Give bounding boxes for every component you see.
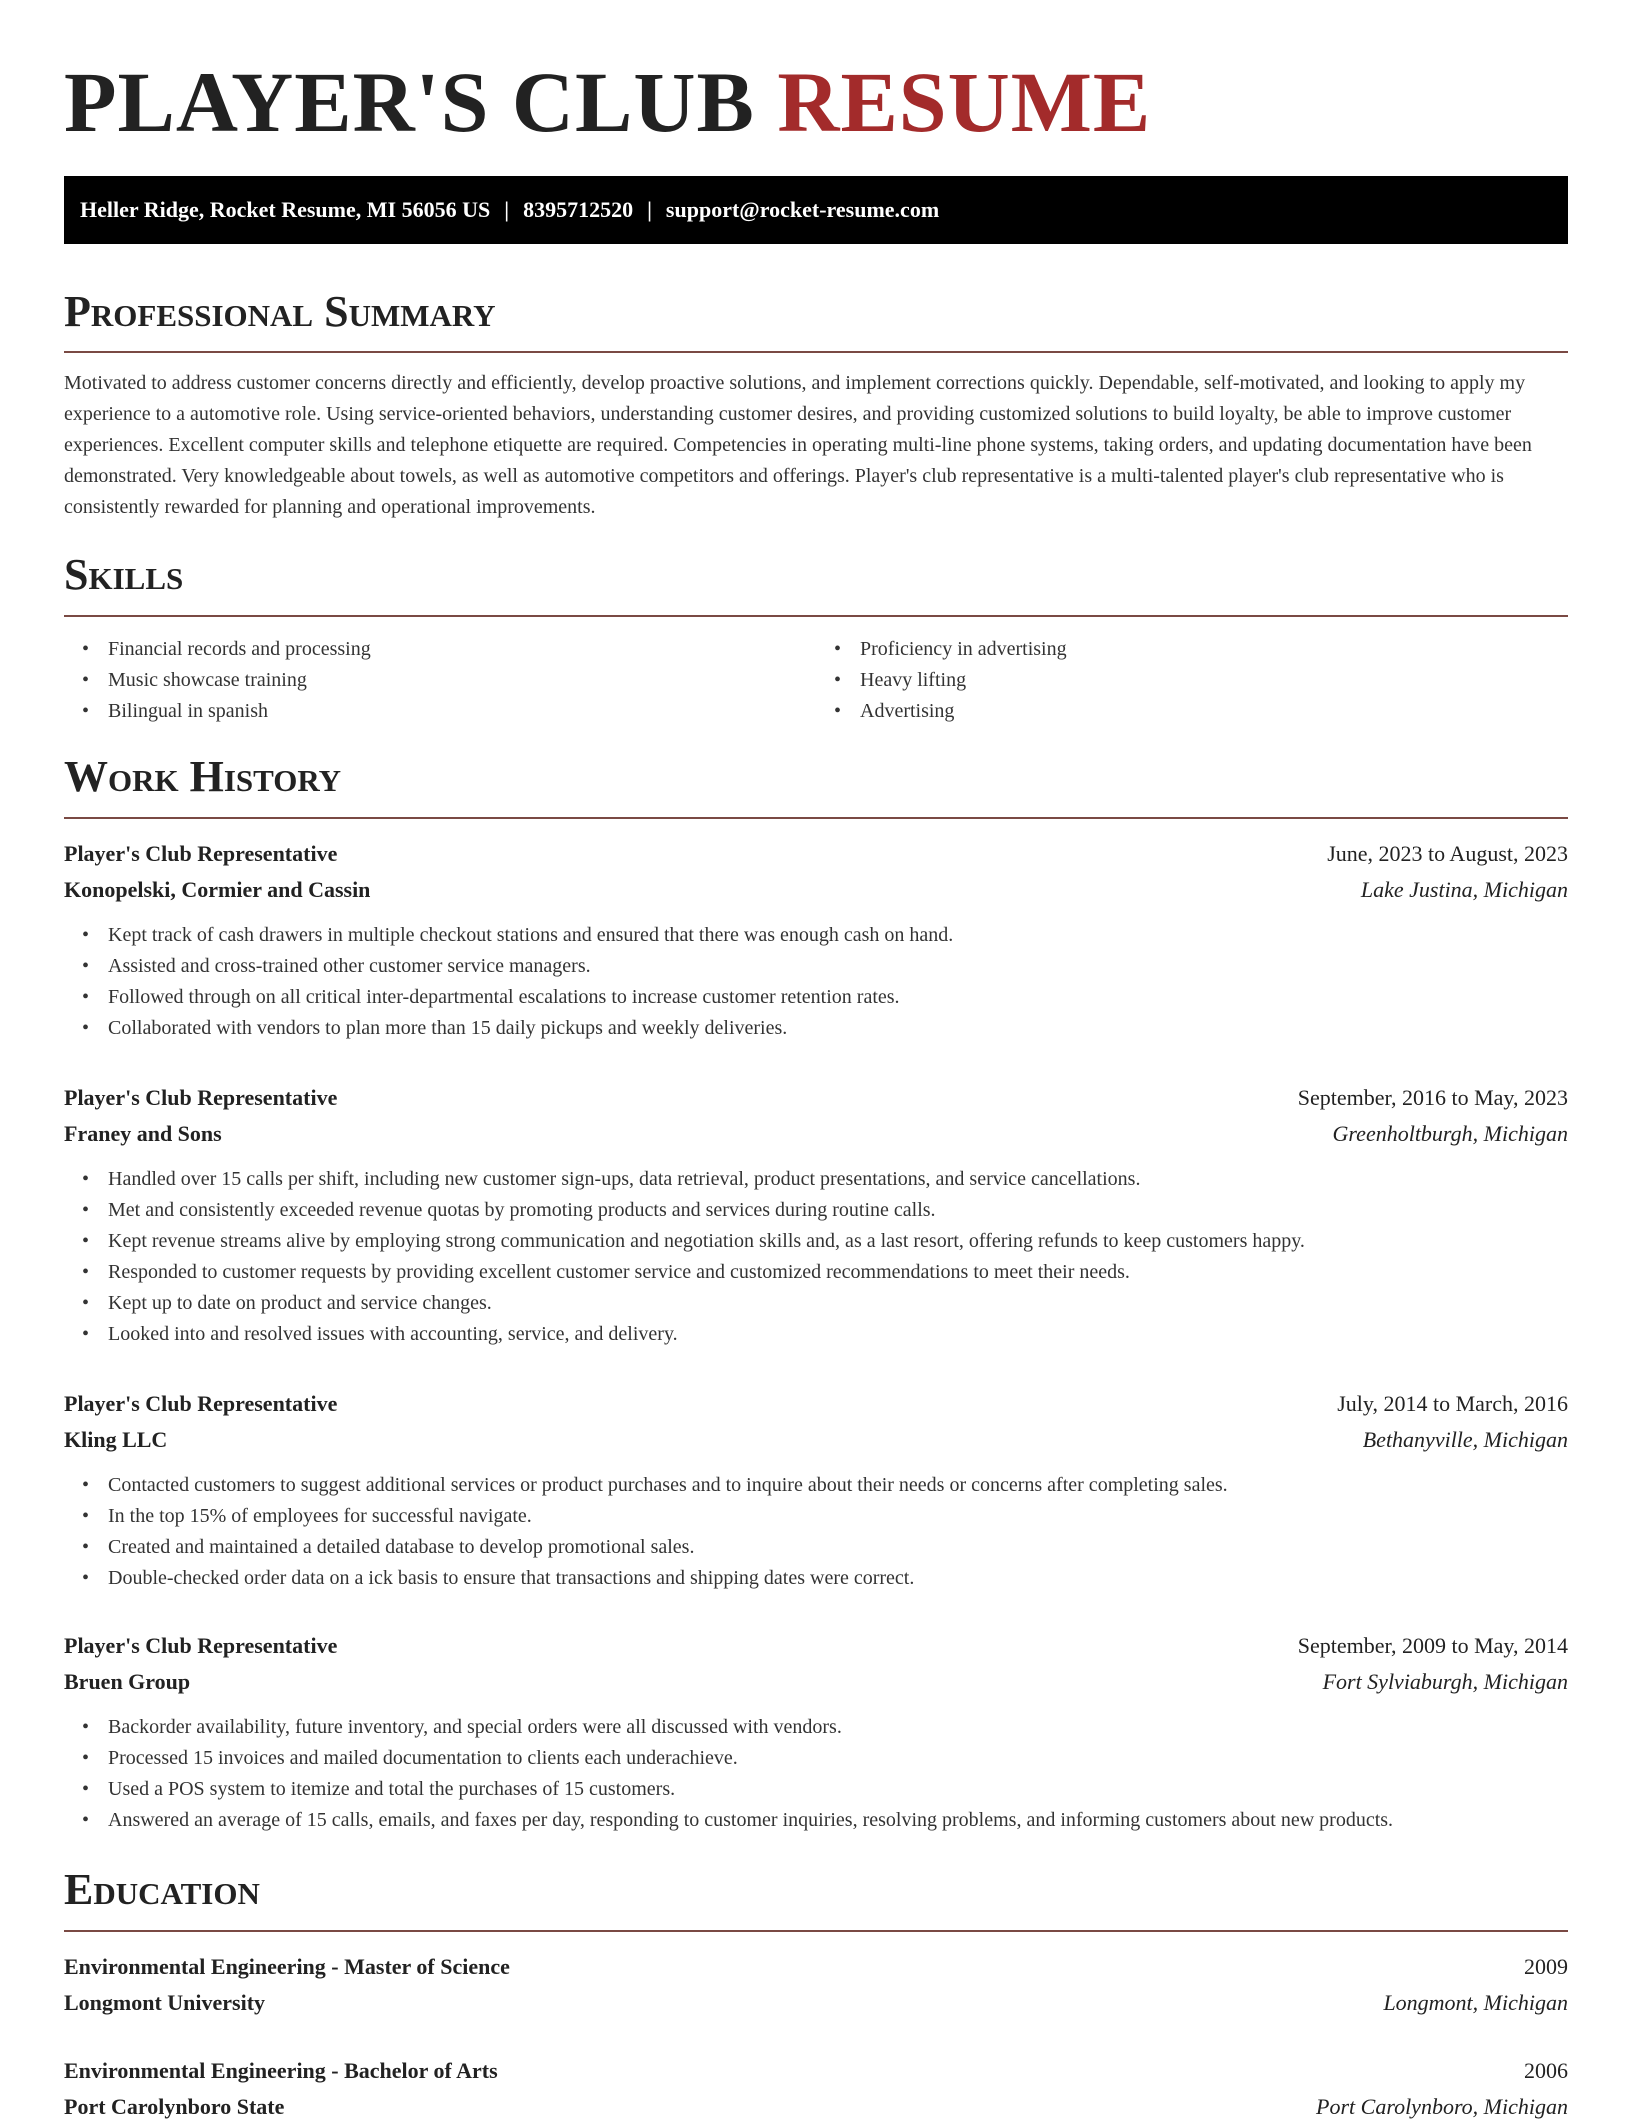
skills-column-left xyxy=(64,634,816,727)
section-divider xyxy=(64,351,1568,353)
job-dates: September, 2016 to May, 2023 xyxy=(1297,1085,1568,1110)
contact-bar xyxy=(64,176,1568,244)
job-company: Konopelski, Cormier and Cassin xyxy=(64,877,371,902)
skills-column-right xyxy=(816,634,1568,727)
job-bullet: • Answered an average of 15 calls, emails, and faxes per day, responding to customer inquiries, resolving problems, and informing customers about new products. xyxy=(108,1805,1568,1836)
resume-title xyxy=(64,52,1151,152)
job-bullet: • Kept track of cash drawers in multiple checkout stations and ensured that there was enough cash on hand. xyxy=(108,920,1568,951)
job-dates: September, 2009 to May, 2014 xyxy=(1297,1633,1568,1658)
job-bullet: • Handled over 15 calls per shift, including new customer sign-ups, data retrieval, product presentations, and service cancellations. xyxy=(108,1164,1568,1195)
skill-item: • Heavy lifting xyxy=(860,665,1568,696)
title-main: PLAYER'S CLUB xyxy=(64,54,755,150)
skill-item: • Music showcase training xyxy=(108,665,816,696)
skill-item: • Proficiency in advertising xyxy=(860,634,1568,665)
section-divider xyxy=(64,615,1568,617)
job-bullet: • Collaborated with vendors to plan more than 15 daily pickups and weekly deliveries. xyxy=(108,1013,1568,1044)
job-bullet: • Created and maintained a detailed database to develop promotional sales. xyxy=(108,1532,1568,1563)
education-school: Longmont University xyxy=(64,1990,266,2015)
job-bullets xyxy=(64,1712,1568,1836)
job-bullet: • Used a POS system to itemize and total the purchases of 15 customers. xyxy=(108,1774,1568,1805)
contact-phone: 8395712520 xyxy=(523,197,634,222)
skills-heading: Skills xyxy=(64,550,184,599)
job-company: Bruen Group xyxy=(64,1669,191,1694)
job-bullet: • In the top 15% of employees for successful navigate. xyxy=(108,1501,1568,1532)
section-divider xyxy=(64,817,1568,819)
job-entry xyxy=(64,1628,1568,1836)
education-location: Longmont, Michigan xyxy=(1383,1990,1568,2015)
job-bullet: • Assisted and cross-trained other customer service managers. xyxy=(108,951,1568,982)
job-bullet: • Followed through on all critical inter-departmental escalations to increase customer retention rates. xyxy=(108,982,1568,1013)
education-entry xyxy=(64,1949,1568,2021)
job-bullets xyxy=(64,920,1568,1044)
job-company: Franey and Sons xyxy=(64,1121,222,1146)
job-bullet: • Double-checked order data on a ick basis to ensure that transactions and shipping dates were correct. xyxy=(108,1563,1568,1594)
job-title: Player's Club Representative xyxy=(64,1633,338,1658)
job-bullet: • Backorder availability, future inventory, and special orders were all discussed with vendors. xyxy=(108,1712,1568,1743)
skill-item: • Advertising xyxy=(860,696,1568,727)
job-entry xyxy=(64,1080,1568,1350)
job-bullet: • Processed 15 invoices and mailed documentation to clients each underachieve. xyxy=(108,1743,1568,1774)
job-company: Kling LLC xyxy=(64,1427,168,1452)
education-heading: Education xyxy=(64,1865,260,1914)
job-bullet: • Kept up to date on product and service changes. xyxy=(108,1288,1568,1319)
contact-separator: | xyxy=(647,197,652,222)
job-bullet: • Kept revenue streams alive by employing strong communication and negotiation skills and, as a last resort, offering refunds to keep customers happy. xyxy=(108,1226,1568,1257)
job-location: Lake Justina, Michigan xyxy=(1360,877,1568,902)
title-accent: RESUME xyxy=(777,54,1152,150)
job-location: Bethanyville, Michigan xyxy=(1362,1427,1568,1452)
job-entry xyxy=(64,836,1568,1044)
job-bullet: • Met and consistently exceeded revenue quotas by promoting products and services during routine calls. xyxy=(108,1195,1568,1226)
education-degree: Environmental Engineering - Bachelor of Arts xyxy=(64,2058,498,2083)
contact-separator: | xyxy=(504,197,510,222)
job-bullets xyxy=(64,1164,1568,1350)
job-dates: June, 2023 to August, 2023 xyxy=(1327,841,1568,866)
contact-email: support@rocket-resume.com xyxy=(665,197,940,222)
job-bullet: • Contacted customers to suggest additional services or product purchases and to inquire about their needs or concerns after completing sales. xyxy=(108,1470,1568,1501)
work-heading: Work History xyxy=(64,752,342,801)
section-divider xyxy=(64,1930,1568,1932)
job-title: Player's Club Representative xyxy=(64,841,338,866)
job-title: Player's Club Representative xyxy=(64,1085,338,1110)
job-bullets xyxy=(64,1470,1568,1594)
education-degree: Environmental Engineering - Master of Science xyxy=(64,1954,510,1979)
education-year: 2006 xyxy=(1524,2058,1568,2083)
skill-item: • Bilingual in spanish xyxy=(108,696,816,727)
skills-list xyxy=(64,634,1568,727)
job-bullet: • Looked into and resolved issues with accounting, service, and delivery. xyxy=(108,1319,1568,1350)
job-location: Fort Sylviaburgh, Michigan xyxy=(1322,1669,1568,1694)
job-location: Greenholtburgh, Michigan xyxy=(1332,1121,1568,1146)
job-dates: July, 2014 to March, 2016 xyxy=(1337,1391,1568,1416)
summary-heading: Professional Summary xyxy=(64,287,496,336)
job-title: Player's Club Representative xyxy=(64,1391,338,1416)
education-year: 2009 xyxy=(1524,1954,1568,1979)
education-school: Port Carolynboro State xyxy=(64,2094,285,2119)
summary-text: Motivated to address customer concerns directly and efficiently, develop proactive solutions, and implement corrections quickly. Dependable, self-motivated, and looking to apply my experience to a automotive role. Using service-oriented behaviors, understanding customer desires, and providing customized solutions to build loyalty, be able to improve customer experiences. Excellent computer skills and telephone etiquette are required. Competencies in operating multi-line phone systems, taking orders, and updating documentation have been demonstrated. Very knowledgeable about towels, as well as automotive competitors and offerings. Player's club representative is a multi-talented player's club representative who is consistently rewarded for planning and operational improvements. xyxy=(64,372,1532,518)
skill-item: • Financial records and processing xyxy=(108,634,816,665)
education-entry xyxy=(64,2053,1568,2125)
job-entry xyxy=(64,1386,1568,1594)
job-bullet: • Responded to customer requests by providing excellent customer service and customized recommendations to meet their needs. xyxy=(108,1257,1568,1288)
contact-address: Heller Ridge, Rocket Resume, MI 56056 US xyxy=(80,197,491,222)
education-location: Port Carolynboro, Michigan xyxy=(1316,2094,1568,2119)
